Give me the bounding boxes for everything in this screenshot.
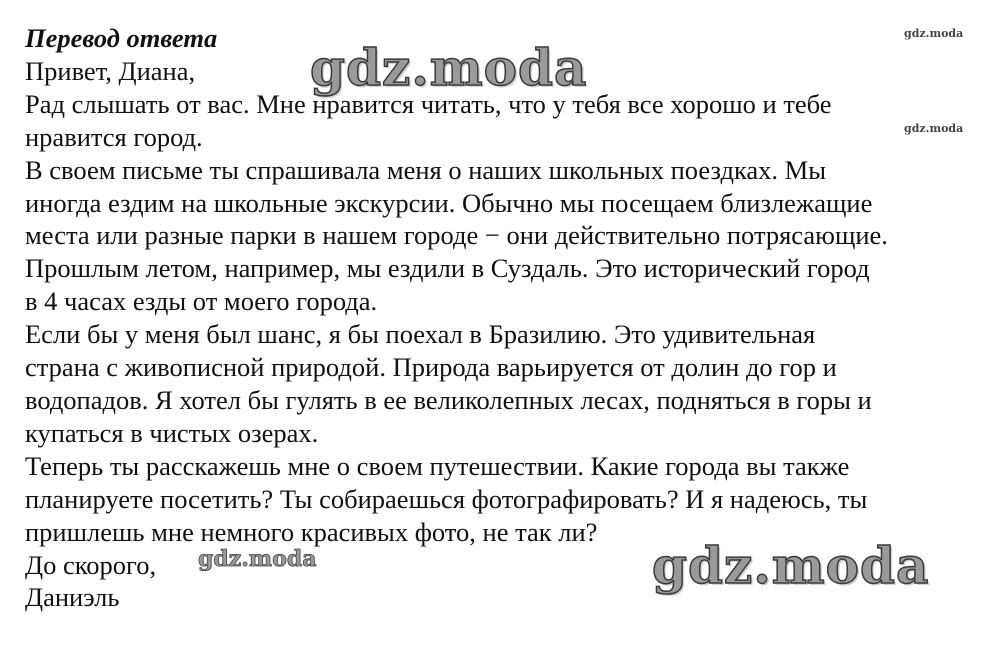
- text-line: Прошлым летом, например, мы ездили в Суздаль. Это исторический город: [25, 253, 870, 284]
- text-line: Рад слышать от вас. Мне нравится читать, что у тебя все хорошо и тебе: [25, 88, 832, 119]
- text-line: купаться в чистых озерах.: [25, 417, 319, 448]
- text-line: Привет, Диана,: [25, 55, 196, 86]
- text-line: Теперь ты расскажешь мне о своем путешествии. Какие города вы также: [25, 450, 850, 481]
- text-line: нравится город.: [25, 121, 203, 152]
- watermark-small: gdz.moda: [904, 122, 964, 135]
- watermark-mid: gdz.moda: [198, 546, 317, 572]
- watermark-logo: gdz.moda: [652, 536, 930, 595]
- letter-text: [25, 22, 985, 614]
- text-line: иногда ездим на школьные экскурсии. Обычно мы посещаем близлежащие: [25, 187, 873, 218]
- watermark-logo: gdz.moda: [310, 38, 588, 97]
- text-line: Даниэль: [25, 582, 120, 613]
- text-line: планируете посетить? Ты собираешься фотографировать? И я надеюсь, ты: [25, 483, 868, 514]
- text-line: в 4 часах езды от моего города.: [25, 286, 378, 317]
- text-line: Если бы у меня был шанс, я бы поехал в Бразилию. Это удивительная: [25, 319, 816, 350]
- text-line: В своем письме ты спрашивала меня о наших школьных поездках. Мы: [25, 154, 827, 185]
- text-line: До скорого,: [25, 549, 157, 580]
- watermark-small: gdz.moda: [904, 27, 964, 40]
- text-line: водопадов. Я хотел бы гулять в ее великолепных лесах, подняться в горы и: [25, 384, 872, 415]
- text-line: пришлешь мне немного красивых фото, не так ли?: [25, 516, 598, 547]
- text-line: страна с живописной природой. Природа варьируется от долин до гор и: [25, 352, 837, 383]
- document-heading: Перевод ответа: [25, 23, 218, 53]
- text-line: места или разные парки в нашем городе − они действительно потрясающие.: [25, 220, 888, 251]
